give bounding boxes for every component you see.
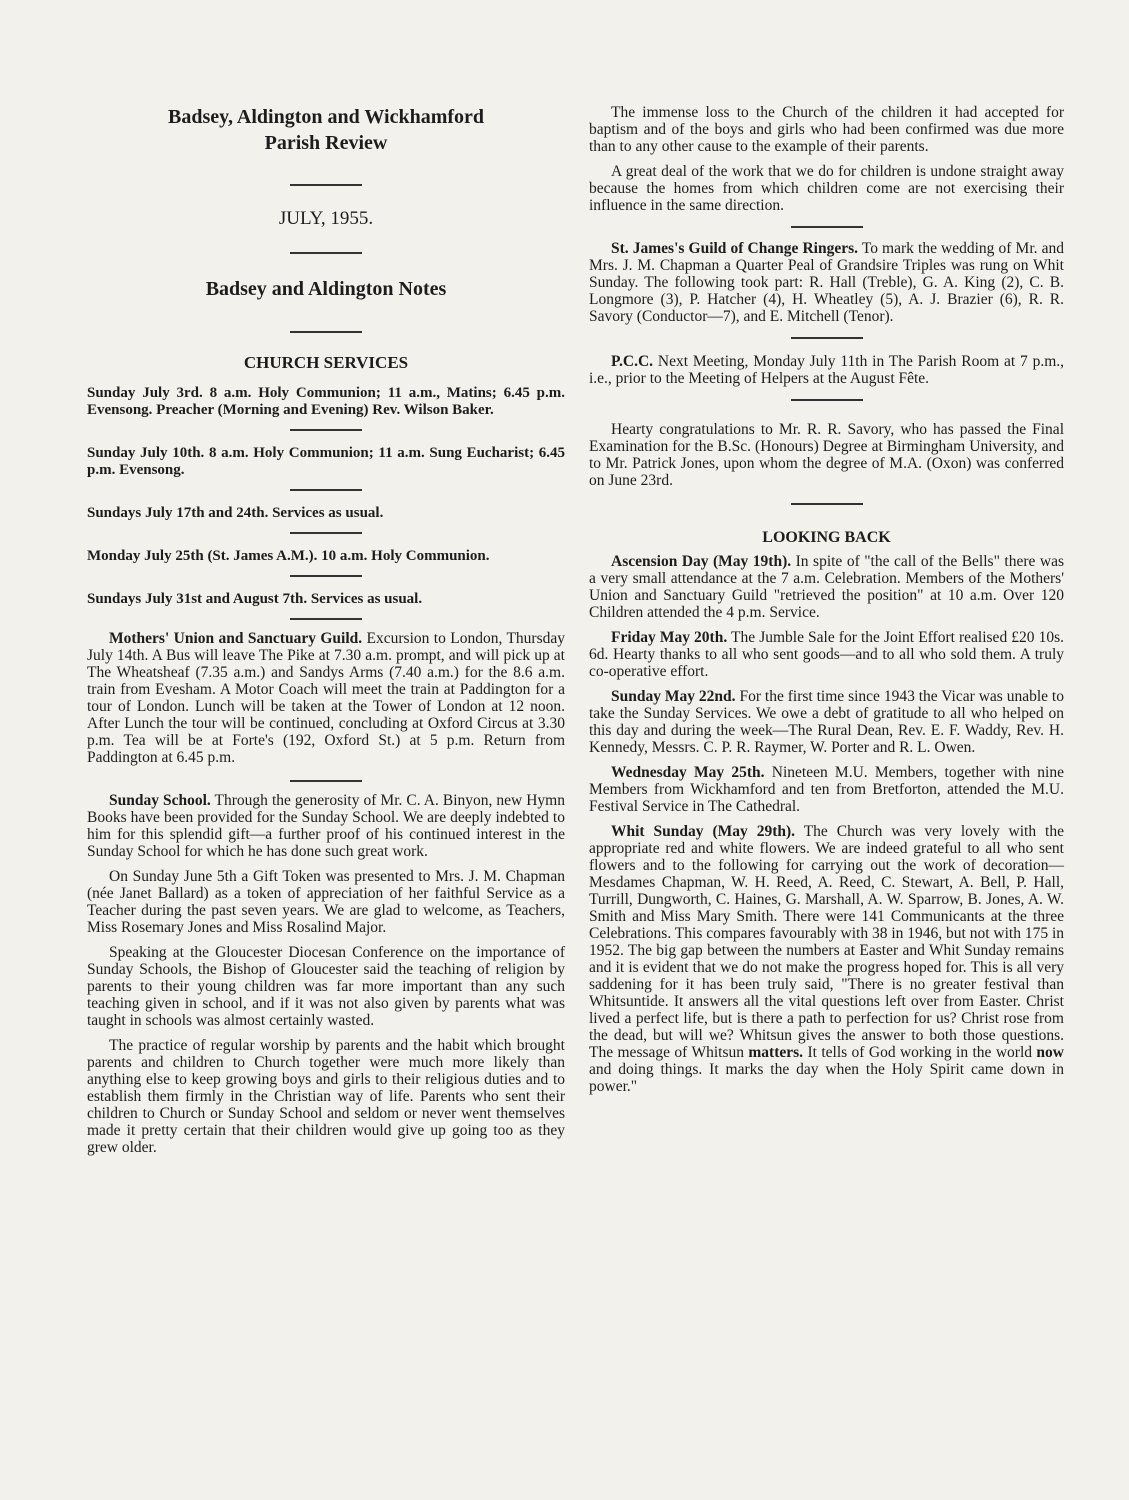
wednesday-text: Nineteen M.U. Members, together with nine Members from Wickhamford and ten from Bretforton, attended the M.U. Festival Service in The Cathedral.	[589, 764, 1064, 815]
whit-sunday-text-3: and doing things. It marks the day when the Holy Spirit came down in power."	[589, 1061, 1064, 1095]
gloucester-paragraph: Speaking at the Gloucester Diocesan Conference on the importance of Sunday Schools, the Bishop of Gloucester said the teaching of religion by parents to their young children was far more important than any such teaching given in school, and if it was not also given by parents what was taught in schools was almost certainly wasted.	[87, 944, 565, 1029]
whit-sunday-heading: Whit Sunday (May 29th).	[611, 823, 796, 840]
mothers-union-paragraph	[87, 630, 565, 766]
notes-title: Badsey and Aldington Notes	[205, 278, 447, 300]
sunday-school-paragraph	[87, 792, 565, 860]
masthead	[87, 104, 565, 156]
divider	[791, 399, 863, 401]
service-item: Monday July 25th (St. James A.M.). 10 a.m. Holy Communion.	[87, 548, 490, 564]
friday-text: The Jumble Sale for the Joint Effort realised £20 10s. 6d. Hearty thanks to all who sent goods—and to all who sold them. A truly co-operative effort.	[589, 629, 1065, 680]
masthead-title-line2: Parish Review	[264, 132, 388, 154]
congratulations-paragraph: Hearty congratulations to Mr. R. R. Savory, who has passed the Final Examination for the B.Sc. (Honours) Degree at Birmingham University, and to Mr. Patrick Jones, upon whom the degree of M.A. (Oxon) was conferred on June 23rd.	[589, 421, 1064, 489]
wednesday-heading: Wednesday May 25th.	[611, 764, 765, 781]
issue-date: JULY, 1955.	[278, 208, 374, 229]
divider	[791, 337, 863, 339]
church-services-title: CHURCH SERVICES	[243, 353, 409, 372]
divider	[791, 503, 863, 505]
ascension-paragraph	[589, 553, 1064, 621]
service-item: Sunday July 3rd. 8 a.m. Holy Communion; 11 a.m., Matins; 6.45 p.m. Evensong. Preacher (Morning and Evening) Rev. Wilson Baker.	[87, 385, 565, 418]
gift-token-paragraph: On Sunday June 5th a Gift Token was presented to Mrs. J. M. Chapman (née Janet Ballard) as a token of appreciation of her faithful Service as a Teacher during the past seven years. We are glad to welcome, as Teachers, Miss Rosemary Jones and Miss Rosalind Major.	[87, 868, 565, 936]
whit-sunday-bold-2: now	[1036, 1044, 1064, 1061]
whit-sunday-bold-1: matters.	[748, 1044, 804, 1061]
mothers-union-text: Excursion to London, Thursday July 14th. A Bus will leave The Pike at 7.30 a.m. prompt, and will pick up at The Wheatsheaf (7.35 a.m.) and Sandys Arms (7.40 a.m.) for the 8.6 a.m. train from Evesham. A Motor Coach will meet the train at Paddington for a tour of London. Lunch will be taken at the Tower of London at 12 noon. After Lunch the tour will be continued, concluding at Oxford Circus at 3.30 p.m. Tea will be at Forte's (192, Oxford St.) at 5 p.m. Return from Paddington at 6.45 p.m.	[87, 630, 566, 766]
divider	[290, 331, 362, 333]
divider	[290, 184, 362, 186]
immense-loss-paragraph: The immense loss to the Church of the children it had accepted for baptism and of the boys and girls who had been confirmed was due more than to any other cause to the example of their parents.	[589, 104, 1064, 155]
ascension-heading: Ascension Day (May 19th).	[611, 553, 792, 570]
friday-heading: Friday May 20th.	[611, 629, 728, 646]
practice-paragraph: The practice of regular worship by parents and the habit which brought parents and children to Church together were much more likely than anything else to keep growing boys and girls to their religious duties and to establish them firmly in the Christian way of life. Parents who sent their children to Church or Sunday School and seldom or never went themselves made it pretty certain that their children would give up going too as they grew older.	[87, 1037, 565, 1156]
great-deal-paragraph: A great deal of the work that we do for children is undone straight away because the homes from which children come are not exercising their influence in the same direction.	[589, 163, 1064, 214]
pcc-heading: P.C.C.	[611, 353, 654, 370]
ascension-text: In spite of "the call of the Bells" there was a very small attendance at the 7 a.m. Celebration. Members of the Mothers' Union and Sanctuary Guild "retrieved the position" at 10 a.m. Over 120 Children attended the 4 p.m. Service.	[589, 553, 1064, 621]
divider	[290, 618, 362, 620]
whit-sunday-paragraph	[589, 823, 1064, 1095]
ringers-heading: St. James's Guild of Change Ringers.	[611, 240, 858, 257]
sunday-school-heading: Sunday School.	[109, 792, 211, 809]
whit-sunday-text-1: The Church was very lovely with the appropriate red and white flowers. We are indeed grateful to all who sent flowers and to the following for carrying out the work of decoration—Mesdames Chapman, W. H. Reed, A. Reed, C. Stewart, A. Bell, P. Hall, Turrill, Dungworth, C. Haines, G. Marshall, A. W. Sparrow, B. Jones, A. W. Smith and Miss Mary Smith. There were 141 Communicants at the three Celebrations. This compares favourably with 38 in 1946, but not with 175 in 1952. The big gap between the numbers at Easter and Whit Sunday remains and it is evident that we do not make the progress hoped for. This is all very saddening for it has been truly said, "There is no greater festival than Whitsuntide. It answers all the vital questions left over from Easter. Christ lived a perfect life, but is there a path to perfection for us? Christ rose from the dead, but will we? Whitsun gives the answer to both those questions. The message of Whitsun	[589, 823, 1064, 1061]
wednesday-paragraph	[589, 764, 1064, 815]
masthead-title-line1: Badsey, Aldington and Wickhamford	[167, 106, 485, 128]
left-column	[87, 104, 565, 1164]
right-column	[589, 104, 1064, 1103]
sunday-may-22-text: For the first time since 1943 the Vicar was unable to take the Sunday Services. We owe a debt of gratitude to all who helped on this day and during the week—The Rural Dean, Rev. E. F. Waddy, Rev. H. Kennedy, Messrs. C. P. R. Raymer, W. Porter and R. L. Owen.	[589, 688, 1064, 756]
pcc-text: Next Meeting, Monday July 11th in The Parish Room at 7 p.m., i.e., prior to the Meeting of Helpers at the August Fête.	[589, 353, 1064, 387]
divider	[791, 226, 863, 228]
divider	[290, 532, 362, 534]
divider	[290, 429, 362, 431]
service-item: Sundays July 31st and August 7th. Services as usual.	[87, 591, 423, 607]
looking-back-title: LOOKING BACK	[762, 529, 891, 546]
sunday-may-22-heading: Sunday May 22nd.	[611, 688, 736, 705]
divider	[290, 780, 362, 782]
sunday-school-text: Through the generosity of Mr. C. A. Binyon, new Hymn Books have been provided for the Sunday School. We are deeply indebted to him for this splendid gift—a further proof of his continued interest in the Sunday School for which he has done such great work.	[87, 792, 565, 860]
mothers-union-heading: Mothers' Union and Sanctuary Guild.	[109, 630, 363, 647]
divider	[290, 252, 362, 254]
ringers-text: To mark the wedding of Mr. and Mrs. J. M. Chapman a Quarter Peal of Grandsire Triples was rung on Whit Sunday. The following took part: R. Hall (Treble), G. A. King (2), C. B. Longmore (3), P. Hatcher (4), H. Wheatley (5), A. J. Brazier (6), R. R. Savory (Conductor—7), and E. Mitchell (Tenor).	[589, 240, 1064, 325]
divider	[290, 489, 362, 491]
service-item: Sunday July 10th. 8 a.m. Holy Communion; 11 a.m. Sung Eucharist; 6.45 p.m. Evensong.	[87, 445, 565, 478]
service-item: Sundays July 17th and 24th. Services as usual.	[87, 505, 384, 521]
friday-paragraph	[589, 629, 1064, 680]
divider	[290, 575, 362, 577]
whit-sunday-text-2: It tells of God working in the world	[803, 1044, 1037, 1061]
sunday-may-22-paragraph	[589, 688, 1064, 756]
pcc-paragraph	[589, 353, 1064, 387]
ringers-paragraph	[589, 240, 1064, 325]
